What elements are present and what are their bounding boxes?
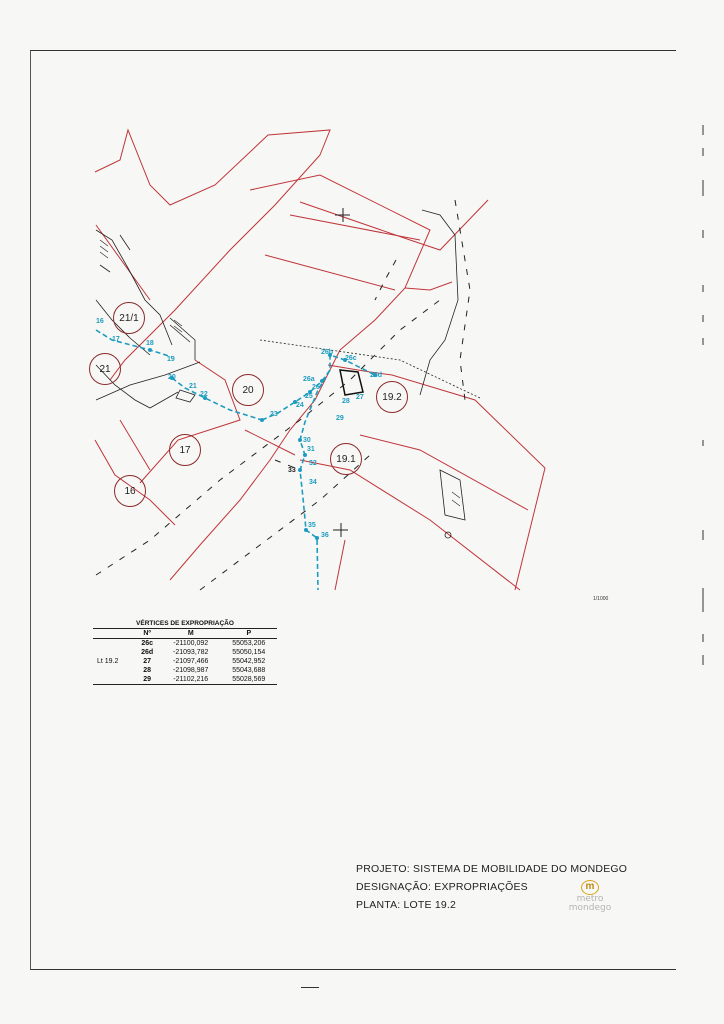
cell-m: -21093,782	[173, 649, 209, 656]
table-title: VÉRTICES DE EXPROPRIAÇÃO	[93, 620, 277, 629]
point-label: 26c	[345, 355, 357, 362]
black-features	[96, 208, 480, 538]
header-m: M	[161, 629, 221, 639]
table-row	[93, 657, 277, 666]
cell-p: 55053,206	[232, 640, 266, 647]
lot-label-16: 16	[114, 475, 146, 507]
point-label: 24	[296, 402, 304, 409]
cell-p: 55050,154	[232, 649, 266, 656]
point-label: 22	[200, 391, 208, 398]
table-row	[93, 675, 277, 685]
point-label: 33	[288, 467, 296, 474]
bottom-mark	[301, 987, 319, 988]
point-label: 26d	[370, 372, 383, 379]
cell-p: 55043,688	[232, 667, 266, 674]
header-p: P	[221, 629, 277, 639]
lot-label-20: 20	[232, 374, 264, 406]
cell-m: -21102,216	[161, 675, 221, 685]
cell-n: 27	[143, 658, 152, 665]
lot-label-17: 17	[169, 434, 201, 466]
scale-note: 1/1000	[593, 596, 609, 602]
project-line: PROJETO: SISTEMA DE MOBILIDADE DO MONDEGO	[356, 863, 628, 875]
point-label: 26b	[321, 349, 334, 356]
point-label: 36	[321, 532, 329, 539]
point-label: 16	[96, 318, 104, 325]
point-label: 26	[312, 384, 320, 391]
point-label: 19	[167, 356, 175, 363]
lot-label-19-1: 19.1	[330, 443, 362, 475]
cell-p: 55028,569	[221, 675, 277, 685]
vertices-table	[93, 620, 277, 685]
point-label: 21	[189, 383, 197, 390]
cell-p: 55042,952	[232, 658, 266, 665]
cell-n: 26c	[141, 640, 153, 647]
point-label: 34	[309, 479, 317, 486]
cell-m: -21097,466	[173, 658, 209, 665]
table-row	[93, 666, 277, 675]
cell-m: -21100,092	[173, 640, 209, 647]
lot-label-21-1: 21/1	[113, 302, 145, 334]
header-n: Nº	[133, 629, 161, 639]
cell-m: -21098,987	[173, 667, 209, 674]
metro-mondego-logo	[560, 876, 620, 913]
logo-text-line1: metro	[576, 894, 604, 904]
point-label: 30	[303, 437, 311, 444]
lot-boundaries	[95, 130, 545, 590]
point-label: 31	[307, 446, 315, 453]
point-label: 18	[146, 340, 154, 347]
lot-label-21: 21	[89, 353, 121, 385]
point-label: 26a	[303, 376, 315, 383]
plan-line: PLANTA: LOTE 19.2	[356, 899, 457, 911]
logo-mark-icon: m	[581, 880, 599, 895]
cell-n: 26d	[141, 649, 154, 656]
cell-n: 29	[133, 675, 161, 685]
lot-label-19-2: 19.2	[376, 381, 408, 413]
road-dashes	[96, 200, 470, 590]
logo-text-line2: mondego	[568, 903, 612, 913]
point-label: 29	[336, 415, 344, 422]
cell-lot: Lt 19.2	[97, 658, 119, 665]
edge-marks	[700, 0, 710, 1024]
point-label: 20	[168, 374, 176, 381]
point-label: 27	[356, 394, 364, 401]
table-row	[93, 648, 277, 657]
table-row	[93, 639, 277, 649]
point-label: 23	[270, 411, 278, 418]
point-label: 35	[308, 522, 316, 529]
point-label: 28	[342, 398, 350, 405]
hatch	[100, 240, 460, 506]
cell-n: 28	[143, 667, 152, 674]
point-label: 32	[309, 460, 317, 467]
designation-line: DESIGNAÇÃO: EXPROPRIAÇÕES	[356, 881, 528, 893]
point-label: 25	[305, 393, 313, 400]
point-label: 17	[112, 336, 120, 343]
